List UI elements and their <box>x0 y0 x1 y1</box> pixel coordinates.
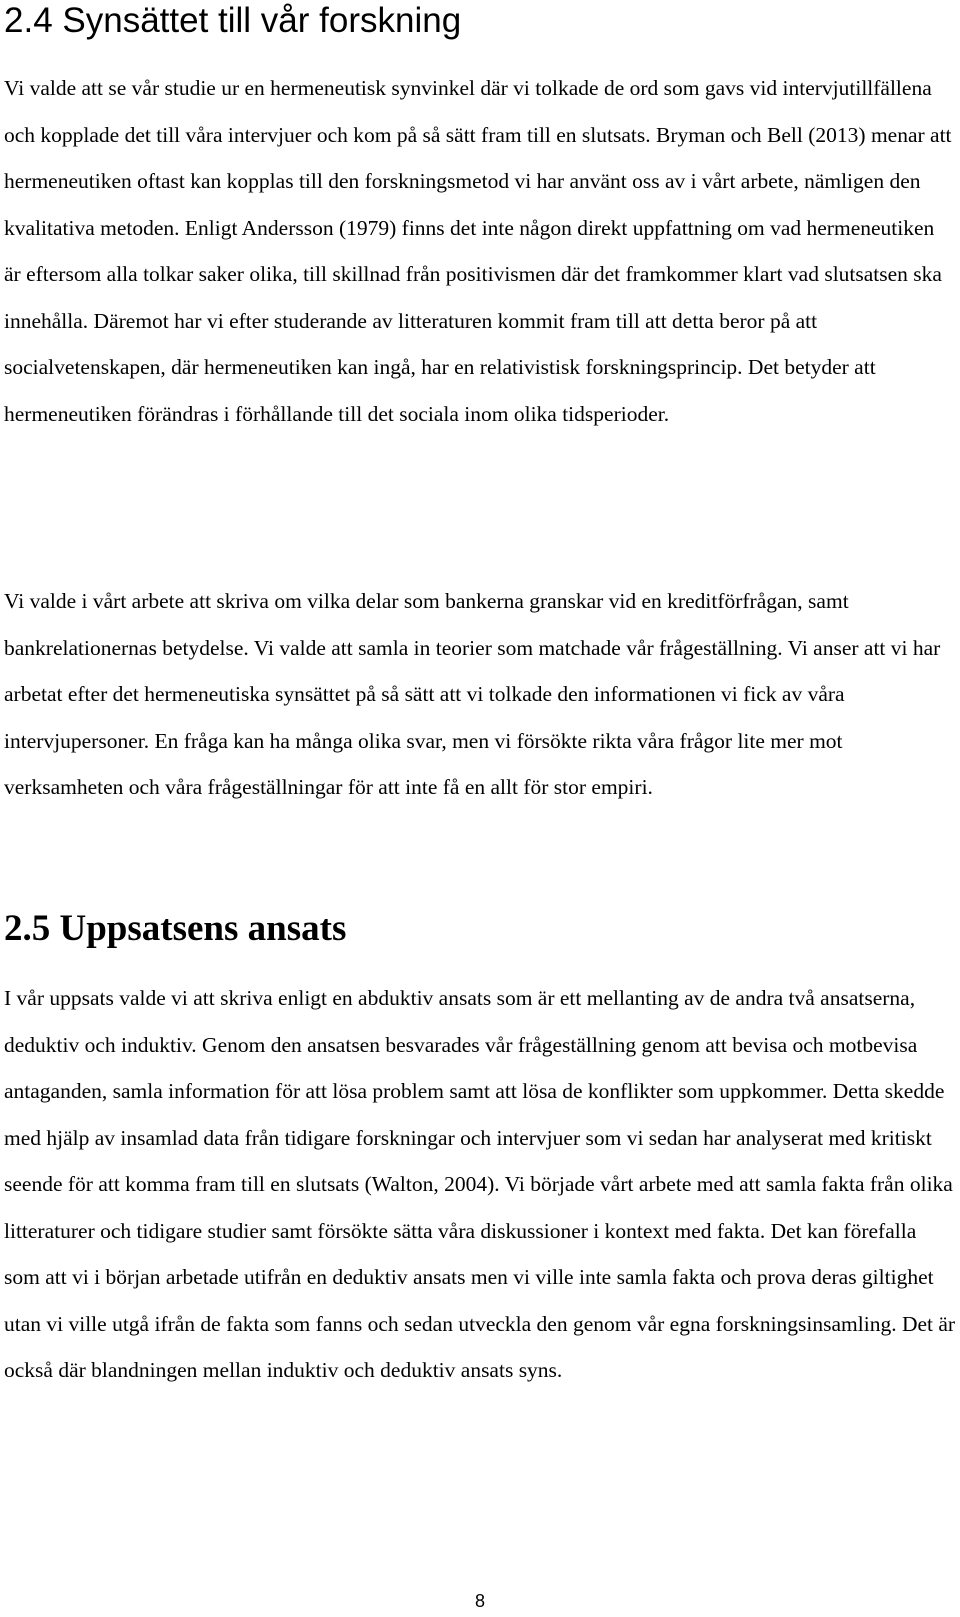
paragraph-study-focus: Vi valde i vårt arbete att skriva om vilka delar som bankerna granskar vid en kreditförfrågan, samt bankrelationernas betydelse. Vi valde att samla in teorier som matchade vår frågeställning. Vi anser att vi har arbetat efter det hermeneutiska synsättet på så sätt att vi tolkade den informationen vi fick av våra intervjupersoner. En fråga kan ha många olika svar, men vi försökte rikta våra frågor lite mer mot verksamheten och våra frågeställningar för att inte få en allt för stor empiri. <box>4 589 941 799</box>
section-heading-2-5: 2.5 Uppsatsens ansats <box>4 908 347 949</box>
paragraph-hermeneutic-view: Vi valde att se vår studie ur en hermeneutisk synvinkel där vi tolkade de ord som gavs vid intervjutillfällena och kopplade det till våra intervjuer och kom på så sätt fram till en slutsats. Bryman och Bell (2013) menar att hermeneutiken oftast kan kopplas till den forskningsmetod vi har använt oss av i vårt arbete, nämligen den kvalitativa metoden. Enligt Andersson (1979) finns det inte någon direkt uppfattning om vad hermeneutiken är eftersom alla tolkar saker olika, till skillnad från positivismen där det framkommer klart vad slutsatsen ska innehålla. Däremot har vi efter studerande av litteraturen kommit fram till att detta beror på att socialvetenskapen, där hermeneutiken kan ingå, har en relativistisk forskningsprincip. Det betyder att hermeneutiken förändras i förhållande till det sociala inom olika tidsperioder. <box>4 76 952 426</box>
page-number: 8 <box>474 1591 485 1611</box>
paragraph-abductive-approach: I vår uppsats valde vi att skriva enligt en abduktiv ansats som är ett mellanting av de andra två ansatserna, deduktiv och induktiv. Genom den ansatsen besvarades vår frågeställning genom att bevisa och motbevisa antaganden, samla information för att lösa problem samt att lösa de konflikter som uppkommer. Detta skedde med hjälp av insamlad data från tidigare forskningar och intervjuer som vi sedan har analyserat med kritiskt seende för att komma fram till en slutsats (Walton, 2004). Vi började vårt arbete med att samla fakta från olika litteraturer och tidigare studier samt försökte sätta våra diskussioner i kontext med fakta. Det kan förefalla som att vi i början arbetade utifrån en deduktiv ansats men vi ville inte samla fakta och prova deras giltighet utan vi ville utgå ifrån de fakta som fanns och sedan utveckla den genom vår egna forskningsinsamling. Det är också där blandningen mellan induktiv och deduktiv ansats syns. <box>4 986 956 1382</box>
section-heading-2-4: 2.4 Synsättet till vår forskning <box>4 1 462 40</box>
